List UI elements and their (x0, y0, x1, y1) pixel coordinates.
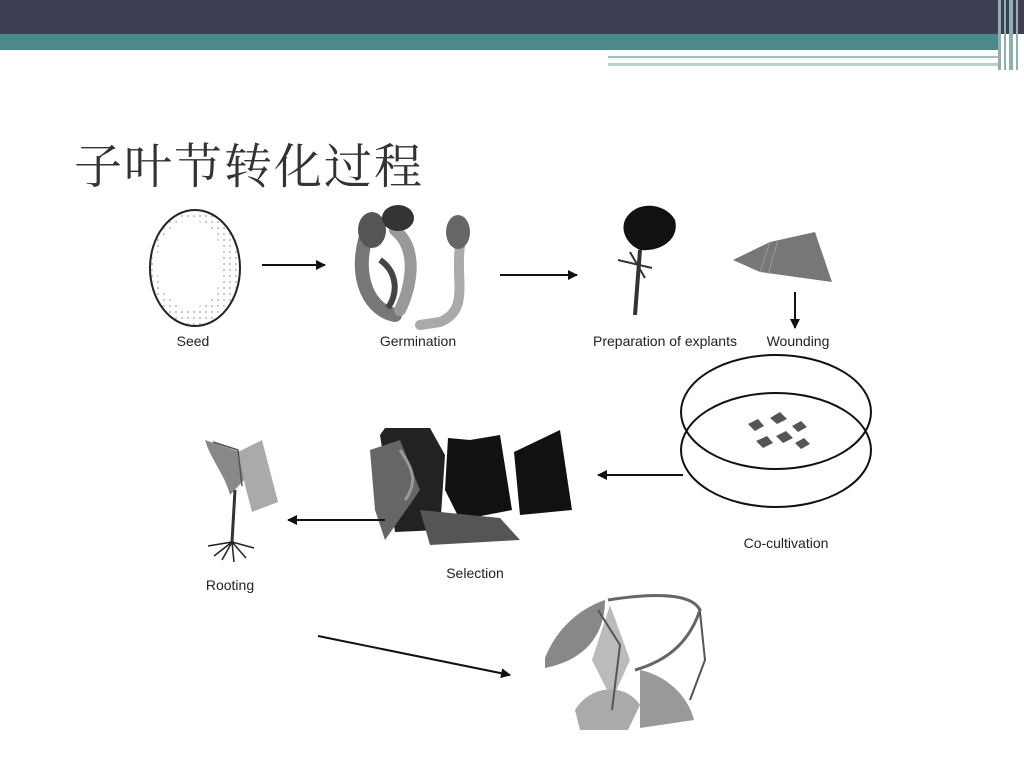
germination-illustration (358, 205, 470, 325)
label-rooting: Rooting (205, 577, 255, 593)
header-corner-stripes (996, 0, 1024, 70)
label-cocultivation: Co-cultivation (743, 535, 829, 551)
header-bar (0, 0, 1024, 34)
seed-illustration (150, 210, 240, 326)
header-accent-line-2 (608, 63, 1000, 66)
selection-illustration (370, 428, 572, 545)
rooting-illustration (205, 440, 278, 562)
petri-dish-illustration (681, 355, 871, 507)
label-germination: Germination (379, 333, 457, 349)
label-wounding: Wounding (766, 333, 830, 349)
label-seed: Seed (176, 333, 210, 349)
slide-title: 子叶节转化过程 (74, 139, 425, 195)
header-teal-band (0, 34, 1000, 50)
wounding-illustration (733, 232, 832, 282)
mature-plant-illustration (545, 596, 705, 730)
explant-illustration (618, 206, 676, 315)
label-selection: Selection (446, 565, 504, 581)
header-accent-line (608, 56, 1000, 58)
arrow-rooting-plant (318, 636, 510, 675)
transformation-diagram (0, 190, 1024, 768)
label-explants: Preparation of explants (593, 333, 737, 349)
